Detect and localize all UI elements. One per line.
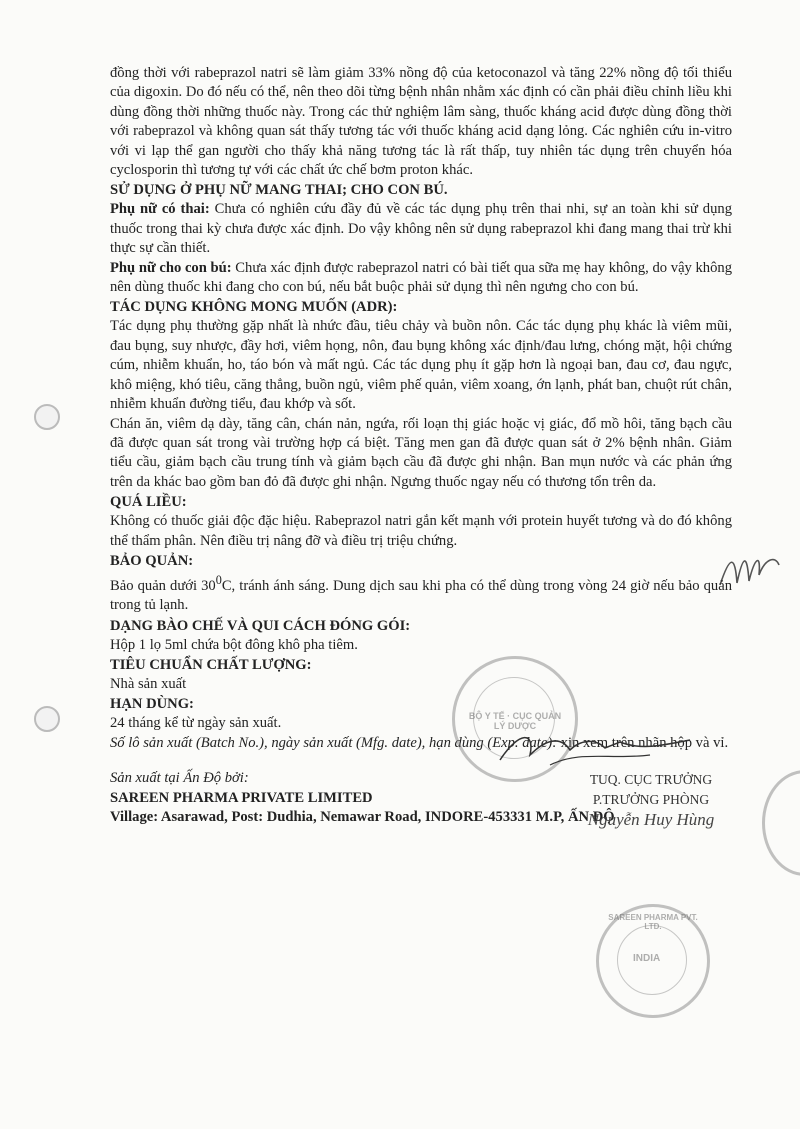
quality-heading: TIÊU CHUẨN CHẤT LƯỢNG:	[110, 657, 312, 674]
adr-heading: TÁC DỤNG KHÔNG MONG MUỐN (ADR):	[110, 299, 398, 316]
punch-hole-top	[34, 404, 60, 430]
adr-paragraph-2: Chán ăn, viêm dạ dày, tăng cân, chán nản, ngứa, rối loạn thị giác hoặc vị giác, đổ mồ hôi, tăng bạch cầu đã được quan sát trong vài trường hợp cá biệt. Tăng men gan đã được quan sát ở 2% bệnh nhân. Giảm tiểu cầu, giảm bạch cầu trung tính và giảm bạch cầu đã được ghi nhận. Ban mụn nước và các phản ứng trên da khác bao gồm ban đỏ đã được ghi nhận. Ngưng thuốc ngay nếu có thương tổn trên da.	[110, 415, 732, 490]
expiry-text: 24 tháng kể từ ngày sản xuất.	[110, 715, 282, 732]
ministry-stamp-text: BỘ Y TẾ · CỤC QUẢN LÝ DƯỢC	[468, 711, 562, 731]
nursing-label: Phụ nữ cho con bú:	[110, 259, 232, 276]
signature-title-1: TUQ. CỤC TRƯỞNG	[589, 772, 713, 787]
pregnant-label: Phụ nữ có thai:	[110, 201, 210, 218]
dosage-form-text: Hộp 1 lọ 5ml chứa bột đông khô pha tiêm.	[110, 636, 358, 653]
pregnant-paragraph	[110, 200, 732, 258]
batch-note-rest: xin xem trên nhãn hộp và vỉ.	[557, 734, 729, 751]
edge-stamp-partial	[762, 770, 800, 876]
manufacturer-name: SAREEN PHARMA PRIVATE LIMITED	[110, 789, 373, 806]
company-stamp	[596, 904, 710, 1018]
document-body	[110, 64, 732, 827]
signature-block	[566, 770, 736, 830]
overdose-heading: QUÁ LIỀU:	[110, 494, 187, 511]
nursing-text: Chưa xác định được rabeprazol natri có bài tiết qua sữa mẹ hay không, do vậy không nên dùng thuốc khi đang cho con bú, nếu bắt buộc phải sử dụng thì nên ngưng cho con bú.	[110, 259, 732, 296]
pregnancy-heading: SỬ DỤNG Ở PHỤ NỮ MANG THAI; CHO CON BÚ.	[110, 182, 448, 199]
overdose-text: Không có thuốc giải độc đặc hiệu. Rabeprazol natri gắn kết mạnh với protein huyết tương và do đó không thể thẩm phân. Nên điều trị nâng đỡ và điều trị triệu chứng.	[110, 513, 732, 549]
degree-sup: 0	[215, 572, 222, 587]
pregnant-text: Chưa có nghiên cứu đầy đủ về các tác dụng phụ trên thai nhi, sự an toàn khi sử dụng thuốc trong thai kỳ chưa được xác định. Do vậy không nên sử dụng rabeprazol khi đang mang thai trừ khi thực sự cần thiết.	[110, 201, 732, 257]
punch-hole-bottom	[34, 706, 60, 732]
expiry-heading: HẠN DÙNG:	[110, 696, 194, 713]
manufacturer-address: Village: Asarawad, Post: Dudhia, Nemawar Road, INDORE-453331 M.P, ẤN ĐỘ	[110, 809, 615, 826]
company-stamp-text: SAREEN PHARMA PVT. LTD.	[608, 913, 698, 931]
signature-name: Nguyễn Huy Hùng	[587, 810, 715, 829]
adr-paragraph-1: Tác dụng phụ thường gặp nhất là nhức đầu, tiêu chảy và buồn nôn. Các tác dụng phụ khác là viêm mũi, đau bụng, suy nhược, đầy hơi, viêm họng, nôn, đau bụng không xác định/đau lưng, chóng mặt, hội chứng cúm, nhiễm khuẩn, ho, táo bón và mất ngủ. Các tác dụng phụ ít gặp hơn là ngoại ban, đau cơ, đau ngực, khô miệng, khó tiêu, căng thẳng, buồn ngủ, viêm phế quản, viêm xoang, ớn lạnh, phát ban, chuột rút chân, nhiễm khuẩn đường tiểu, đau khớp và sốt.	[110, 318, 732, 413]
interaction-continuation: đồng thời với rabeprazol natri sẽ làm giảm 33% nồng độ của ketoconazol và tăng 22% nồng độ tối thiểu của digoxin. Do đó nếu có thể, nên theo dõi từng bệnh nhân nhằm xác định có cần phải điều chỉnh liều khi dùng đồng thời những thuốc này. Trong các thử nghiệm lâm sàng, thuốc kháng acid được dùng đồng thời với rabeprazol và không quan sát thấy tương tác với thuốc kháng acid dạng lỏng. Các nghiên cứu in-vitro với vi lạp thể gan người cho thấy khả năng tương tác là rất thấp, tuy nhiên tác dụng trên chuyển hóa cyclosporin thì tương tự với các chất ức chế bơm proton khác.	[110, 65, 732, 179]
nursing-paragraph	[110, 259, 732, 298]
signature-title-2: P.TRƯỞNG PHÒNG	[592, 792, 710, 807]
storage-heading: BẢO QUẢN:	[110, 552, 194, 569]
quality-text: Nhà sản xuất	[110, 676, 187, 693]
dosage-form-heading: DẠNG BÀO CHẾ VÀ QUI CÁCH ĐÓNG GÓI:	[110, 617, 411, 634]
storage-text: Bảo quản dưới $30^0C$, tránh ánh sáng. Dung dịch sau khi pha có thể dùng trong vòng 24 giờ nếu bảo quản trong tủ lạnh.	[110, 572, 732, 614]
batch-note-italic: Số lô sản xuất (Batch No.), ngày sản xuất (Mfg. date), hạn dùng (Exp. date):	[110, 734, 558, 751]
company-stamp-center: INDIA	[633, 953, 661, 964]
manufacturer-intro: Sản xuất tại Ấn Độ bởi:	[110, 770, 249, 787]
